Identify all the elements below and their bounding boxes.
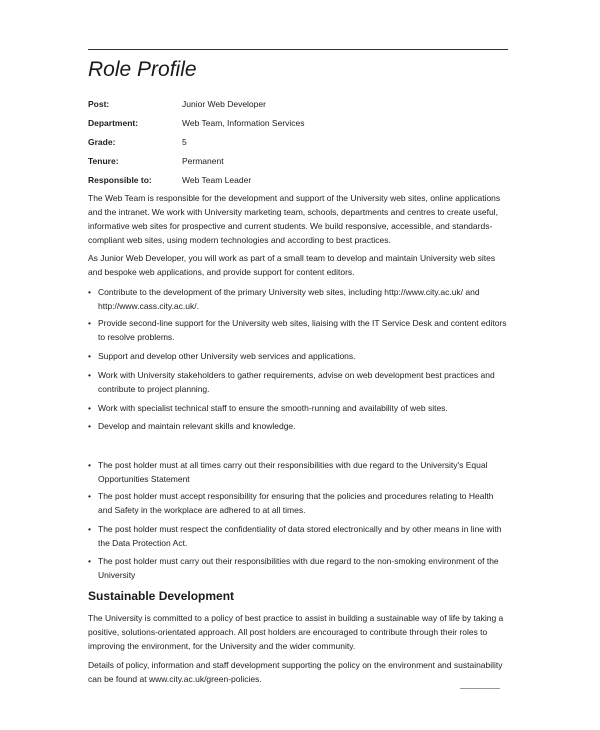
obligation-text: The post holder must at all times carry out their responsibilities with due regard to the University's Equal Opportunities Statement bbox=[98, 460, 488, 484]
duty-text: Support and develop other University web services and applications. bbox=[98, 351, 356, 361]
sustainability-paragraph-1: The University is committed to a policy of best practice to assist in building a sustainable way of life by taking a positive, solutions-orientated approach. All post holders are encouraged to contribute through their roles to improving the environment, for the University and the wider community. bbox=[88, 613, 504, 651]
obligation-text: The post holder must accept responsibility for ensuring that the policies and procedures relating to Health and Safety in the workplace are adhered to at all times. bbox=[98, 491, 494, 515]
field-value: Junior Web Developer bbox=[182, 99, 266, 109]
field-key: Department: bbox=[88, 118, 139, 128]
bullet-icon: • bbox=[88, 370, 91, 380]
bullet-icon: • bbox=[88, 287, 91, 297]
bullet-icon: • bbox=[88, 491, 91, 501]
bullet-icon: • bbox=[88, 460, 91, 470]
field-key: Tenure: bbox=[88, 156, 119, 166]
section-heading: Sustainable Development bbox=[88, 589, 235, 603]
duty-text: Develop and maintain relevant skills and knowledge. bbox=[98, 421, 296, 431]
title-rule bbox=[88, 49, 508, 50]
intro-paragraph-2: As Junior Web Developer, you will work as part of a small team to develop and maintain University web sites and bespoke web applications, and provide support for content editors. bbox=[88, 253, 496, 277]
duty-text: Work with specialist technical staff to ensure the smooth-running and availability of web sites. bbox=[98, 403, 448, 413]
bullet-icon: • bbox=[88, 403, 91, 413]
footer-mark bbox=[460, 688, 500, 689]
field-key: Responsible to: bbox=[88, 175, 152, 185]
bullet-icon: • bbox=[88, 421, 91, 431]
bullet-icon: • bbox=[88, 524, 91, 534]
field-value: Web Team, Information Services bbox=[182, 118, 305, 128]
page-title: Role Profile bbox=[88, 58, 197, 81]
duty-text: Contribute to the development of the primary University web sites, including http://www.city.ac.uk/ and http://www.cass.city.ac.uk/. bbox=[98, 287, 480, 311]
field-value: 5 bbox=[182, 137, 187, 147]
duty-text: Work with University stakeholders to gather requirements, advise on web development best practices and contribute to project planning. bbox=[98, 370, 495, 394]
intro-paragraph-1: The Web Team is responsible for the development and support of the University web sites, online applications and the intranet. We work with University marketing team, schools, departments and centres to create useful, informative web sites for prospective and current students. We build responsive, accessible, and standards-compliant web sites, using modern technologies and according to best practices. bbox=[88, 193, 501, 245]
field-key: Grade: bbox=[88, 137, 116, 147]
bullet-icon: • bbox=[88, 351, 91, 361]
obligation-text: The post holder must respect the confidentiality of data stored electronically and by other means in line with the Data Protection Act. bbox=[98, 524, 502, 548]
bullet-icon: • bbox=[88, 556, 91, 566]
obligation-text: The post holder must carry out their responsibilities with due regard to the non-smoking environment of the University bbox=[98, 556, 499, 580]
sustainability-paragraph-2: Details of policy, information and staff development supporting the policy on the environment and sustainability can be found at www.city.ac.uk/green-policies. bbox=[88, 660, 503, 684]
field-value: Web Team Leader bbox=[182, 175, 252, 185]
duty-text: Provide second-line support for the University web sites, liaising with the IT Service Desk and content editors to resolve problems. bbox=[98, 318, 507, 342]
field-value: Permanent bbox=[182, 156, 224, 166]
bullet-icon: • bbox=[88, 318, 91, 328]
field-key: Post: bbox=[88, 99, 110, 109]
